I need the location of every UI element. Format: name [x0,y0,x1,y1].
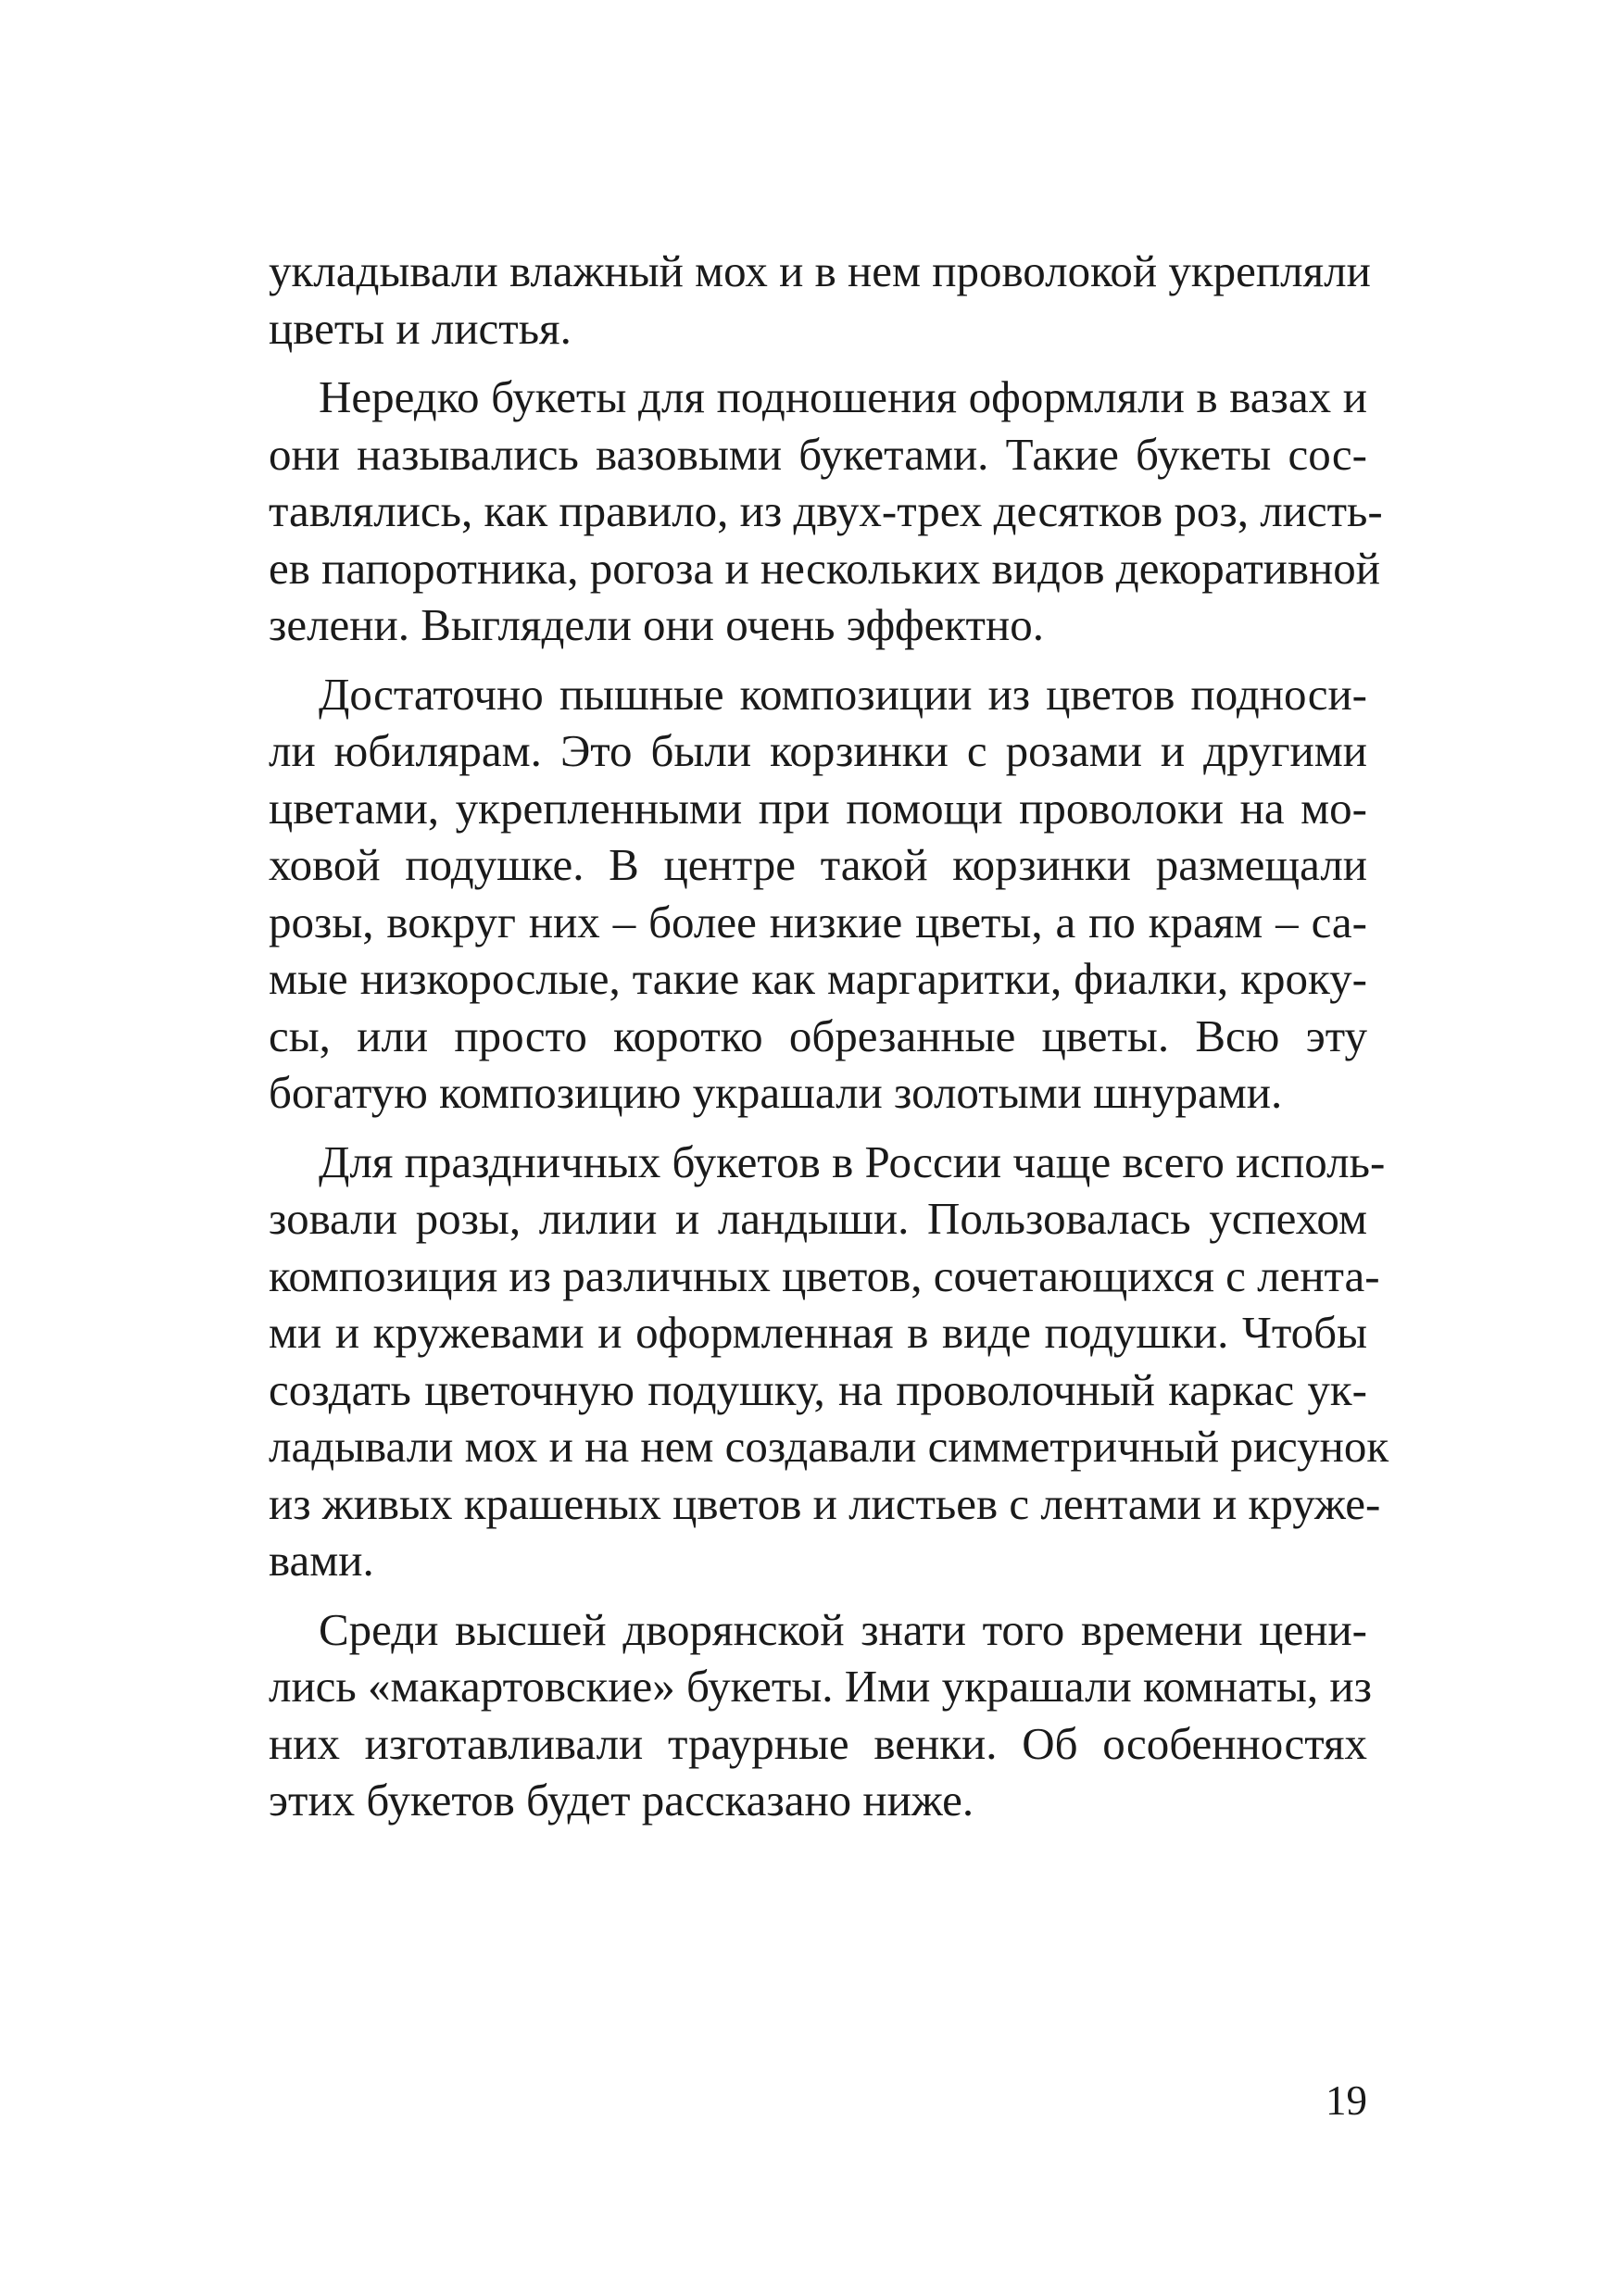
text-line: Для праздничных букетов в России чаще всего исполь- [319,1135,1386,1187]
text-line: ладывали мох и на нем создавали симметричный рисунок [269,1421,1389,1472]
text-line: этих букетов будет рассказано ниже. [269,1775,974,1826]
text-line: розы, вокруг них – более низкие цветы, а по краям – са- [269,896,1367,947]
text-line: ли юбилярам. Это были корзинки с розами и другими [269,725,1367,776]
text-line: Нередко букеты для подношения оформляли в вазах и [319,371,1367,422]
text-line: они назывались вазовыми букетами. Такие букеты сос- [269,428,1367,480]
text-line: цветами, укрепленными при помощи проволоки на мо- [269,782,1367,834]
text-line: вами. [269,1535,374,1586]
text-line: ховой подушке. В центре такой корзинки размещали [269,839,1367,890]
text-line: мые низкорослые, такие как маргаритки, фиалки, кроку- [269,953,1367,1004]
text-line: Достаточно пышные композиции из цветов подноси- [319,668,1367,720]
text-line: цветы и листья. [269,302,572,354]
text-line: создать цветочную подушку, на проволочный каркас ук- [269,1363,1367,1415]
text-line: них изготавливали траурные венки. Об особенностях [269,1717,1367,1769]
page-number: 19 [1326,2077,1367,2124]
text-line: из живых крашеных цветов и листьев с лентами и круже- [269,1477,1381,1529]
text-line: ев папоротника, рогоза и нескольких видов декоративной [269,542,1380,594]
text-line: ми и кружевами и оформленная в виде подушки. Чтобы [269,1307,1367,1358]
text-line: тавлялись, как правило, из двух-трех десятков роз, листь- [269,485,1383,536]
text-line: зовали розы, лилии и ландыши. Пользовалась успехом [269,1193,1367,1244]
text-line: сы, или просто коротко обрезанные цветы. Всю эту [269,1010,1367,1061]
text-line: зелени. Выглядели они очень эффектно. [269,599,1044,650]
body-text [269,243,1389,1829]
text-line: укладывали влажный мох и в нем проволокой укрепляли [269,245,1371,296]
text-line: композиция из различных цветов, сочетающихся с лента- [269,1249,1380,1301]
text-line: Среди высшей дворянской знати того времени цени- [319,1603,1367,1655]
text-line: лись «макартовские» букеты. Ими украшали комнаты, из [269,1661,1373,1712]
text-line: богатую композицию украшали золотыми шнурами. [269,1067,1283,1118]
